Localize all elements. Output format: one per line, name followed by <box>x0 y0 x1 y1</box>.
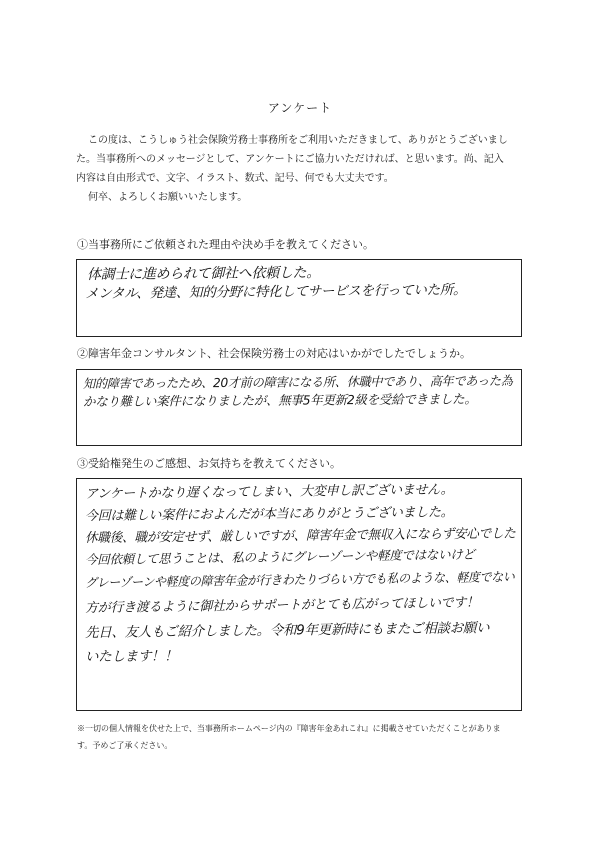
handwritten-line: アンケートかなり遅くなってしまい、大変申し訳ございません。 <box>84 482 454 502</box>
question-3-label: ③受給権発生のご感想、お気持ちを教えてください。 <box>77 457 341 470</box>
intro-line: この度は、こうしゅう社会保険労務士事務所をご利用いただきまして、ありがとうございまし <box>88 135 508 146</box>
footnote-line: ※一切の個人情報を伏せた上で、当事務所ホームページ内の『障害年金あれこれ』に掲載させていただくことがありま <box>77 724 501 733</box>
handwritten-line: 先日、友人もご紹介しました。令和9年更新時にもまたご相談お願い <box>84 620 490 641</box>
survey-title: アンケート <box>267 101 333 115</box>
handwritten-line: 今回は難しい案件におよんだが本当にありがとうございました。 <box>84 505 454 524</box>
question-1-label: ①当事務所にご依頼された理由や決め手を教えてください。 <box>77 238 374 251</box>
answer-box-2 <box>76 369 522 446</box>
intro-line: 内容は自由形式で、文字、イラスト、数式、記号、何でも大丈夫です。 <box>76 173 394 184</box>
handwritten-line: いたします！！ <box>84 648 178 665</box>
handwritten-line: 休職後、職が安定せず、厳しいですが、障害年金で無収入にならず安心でした <box>84 526 516 546</box>
question-2-label: ②障害年金コンサルタント、社会保険労務士の対応はいかがでしたでしょうか。 <box>77 347 472 360</box>
handwritten-line: グレーゾーンや軽度の障害年金が行きわたりづらい方でも私のような、軽度でない <box>84 569 515 590</box>
answer-box-3 <box>76 478 522 711</box>
handwritten-line: 知的障害であったため、20才前の障害になる所、休職中であり、高年であった為 <box>82 373 513 391</box>
footnote <box>77 720 537 754</box>
handwritten-line: 体調士に進められて御社へ依頼した。 <box>86 264 320 283</box>
answer-box-1 <box>76 259 522 337</box>
footnote-line: す。予めご了承ください。 <box>77 741 173 750</box>
intro-line: た。当事務所へのメッセージとして、アンケートにご協力いただければ、と思います。尚、記入 <box>76 154 504 165</box>
handwritten-line: 方が行き渡るように御社からサポートがとても広がってほしいです！ <box>84 595 479 616</box>
handwritten-line: メンタル、発達、知的分野に特化してサービスを行っていた所。 <box>84 282 467 302</box>
handwritten-line: かなり難しい案件になりましたが、無事5年更新2級を受給できました。 <box>82 391 477 409</box>
intro-text <box>76 131 533 207</box>
handwritten-line: 今回依頼して思うことは、私のようにグレーゾーンや軽度ではないけど <box>84 546 475 567</box>
intro-line: 何卒、よろしくお願いいたします。 <box>88 192 248 203</box>
